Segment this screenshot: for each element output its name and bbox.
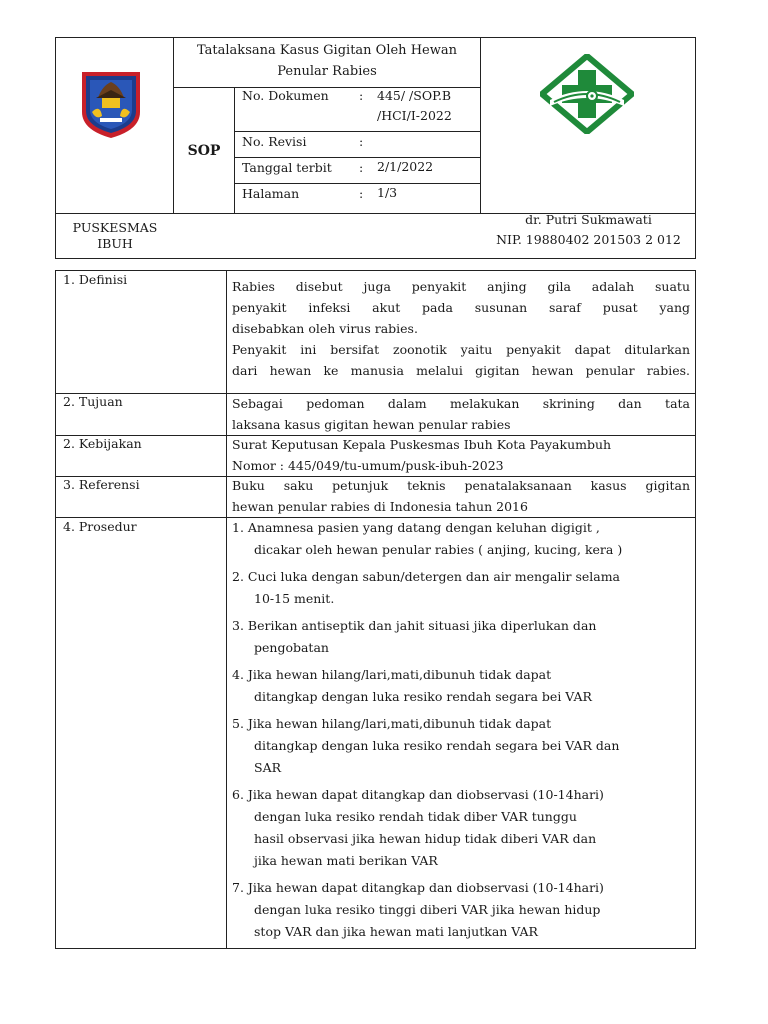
title-line: Penular Rabies bbox=[277, 64, 377, 79]
title-line: Tatalaksana Kasus Gigitan Oleh Hewan bbox=[197, 43, 457, 58]
text-line: disebabkan oleh virus rabies. bbox=[232, 321, 418, 336]
step-line: 5. Jika hewan hilang/lari,mati,dibunuh tidak dapat bbox=[232, 716, 552, 731]
step-line: 2. Cuci luka dengan sabun/detergen dan air mengalir selama bbox=[232, 569, 621, 584]
sop-label: SOP bbox=[187, 143, 221, 159]
text-line: Sebagai pedoman dalam melakukan skrining dan tata bbox=[232, 396, 690, 411]
section-text-kebijakan bbox=[232, 434, 690, 476]
field-colon: : bbox=[359, 88, 364, 103]
field-label: Halaman bbox=[242, 186, 300, 201]
step-line: hasil observasi jika hewan hidup tidak diberi VAR dan bbox=[254, 831, 597, 846]
procedure-step-7 bbox=[232, 877, 690, 943]
puskesmas-line: IBUH bbox=[97, 236, 133, 251]
field-value: 1/3 bbox=[377, 185, 398, 200]
field-value bbox=[377, 86, 452, 126]
section-text-definisi bbox=[232, 276, 690, 381]
section-label-prosedur: 4. Prosedur bbox=[63, 519, 137, 534]
text-line: Nomor : 445/049/tu-umum/pusk-ibuh-2023 bbox=[232, 458, 504, 473]
field-colon: : bbox=[359, 160, 364, 175]
step-line: dengan luka resiko rendah tidak diber VAR tunggu bbox=[254, 809, 577, 824]
field-label: Tanggal terbit bbox=[242, 160, 332, 175]
text-line: laksana kasus gigitan hewan penular rabies bbox=[232, 417, 511, 432]
section-text-referensi bbox=[232, 475, 690, 517]
header-divider bbox=[234, 87, 235, 214]
section-label-definisi: 1. Definisi bbox=[63, 272, 128, 287]
column-divider bbox=[226, 271, 227, 948]
step-line: stop VAR dan jika hewan mati lanjutkan VAR bbox=[254, 924, 538, 939]
field-colon: : bbox=[359, 134, 364, 149]
step-line: ditangkap dengan luka resiko rendah segara bei VAR bbox=[254, 689, 592, 704]
signer-block bbox=[480, 210, 697, 250]
step-line: ditangkap dengan luka resiko rendah segara bei VAR dan bbox=[254, 738, 620, 753]
section-label-kebijakan: 2. Kebijakan bbox=[63, 436, 142, 451]
field-label: No. Dokumen bbox=[242, 88, 329, 103]
text-line: penyakit infeksi akut pada susunan saraf pusat yang bbox=[232, 300, 690, 315]
puskesmas-name bbox=[56, 214, 174, 259]
procedure-step-6 bbox=[232, 784, 690, 872]
section-label-tujuan: 2. Tujuan bbox=[63, 394, 123, 409]
field-value: 2/1/2022 bbox=[377, 159, 434, 174]
step-line: 4. Jika hewan hilang/lari,mati,dibunuh tidak dapat bbox=[232, 667, 552, 682]
header-divider bbox=[480, 38, 481, 214]
step-line: 7. Jika hewan dapat ditangkap dan diobservasi (10-14hari) bbox=[232, 880, 604, 895]
header-divider bbox=[234, 157, 480, 158]
text-line: Penyakit ini bersifat zoonotik yaitu penyakit dapat ditularkan bbox=[232, 342, 690, 357]
sop-content-table bbox=[55, 270, 696, 949]
sop-header bbox=[55, 37, 696, 259]
procedure-list bbox=[232, 517, 690, 943]
step-line: dengan luka resiko tinggi diberi VAR jika hewan hidup bbox=[254, 902, 601, 917]
section-label-referensi: 3. Referensi bbox=[63, 477, 140, 492]
text-line: Surat Keputusan Kepala Puskesmas Ibuh Kota Payakumbuh bbox=[232, 437, 612, 452]
procedure-step-4 bbox=[232, 664, 690, 708]
step-line: SAR bbox=[254, 760, 282, 775]
step-line: 6. Jika hewan dapat ditangkap dan diobservasi (10-14hari) bbox=[232, 787, 604, 802]
text-line: hewan penular rabies di Indonesia tahun 2016 bbox=[232, 499, 528, 514]
step-line: 1. Anamnesa pasien yang datang dengan keluhan digigit , bbox=[232, 520, 600, 535]
step-line: dicakar oleh hewan penular rabies ( anjing, kucing, kera ) bbox=[254, 542, 623, 557]
document-title bbox=[174, 38, 480, 88]
procedure-step-2 bbox=[232, 566, 690, 610]
signer-name: dr. Putri Sukmawati bbox=[525, 212, 652, 227]
city-crest-logo bbox=[76, 68, 146, 140]
text-line: dari hewan ke manusia melalui gigitan hewan penular rabies. bbox=[232, 363, 690, 378]
field-label: No. Revisi bbox=[242, 134, 307, 149]
step-line: jika hewan mati berikan VAR bbox=[254, 853, 438, 868]
field-value-line: /HCI/I-2022 bbox=[377, 108, 452, 123]
step-line: 10-15 menit. bbox=[254, 591, 335, 606]
header-divider bbox=[234, 183, 480, 184]
puskesmas-line: PUSKESMAS bbox=[72, 220, 158, 235]
step-line: pengobatan bbox=[254, 640, 329, 655]
signer-nip: NIP. 19880402 201503 2 012 bbox=[496, 232, 681, 247]
procedure-step-1 bbox=[232, 517, 690, 561]
field-value-line: 445/ /SOP.B bbox=[377, 88, 452, 103]
field-colon: : bbox=[359, 186, 364, 201]
puskesmas-cross-logo bbox=[540, 54, 634, 134]
step-line: 3. Berikan antiseptik dan jahit situasi jika diperlukan dan bbox=[232, 618, 597, 633]
procedure-step-3 bbox=[232, 615, 690, 659]
header-divider bbox=[234, 131, 480, 132]
text-line: Buku saku petunjuk teknis penatalaksanaan kasus gigitan bbox=[232, 478, 690, 493]
procedure-step-5 bbox=[232, 713, 690, 779]
text-line: Rabies disebut juga penyakit anjing gila adalah suatu bbox=[232, 279, 690, 294]
section-text-tujuan bbox=[232, 393, 690, 435]
